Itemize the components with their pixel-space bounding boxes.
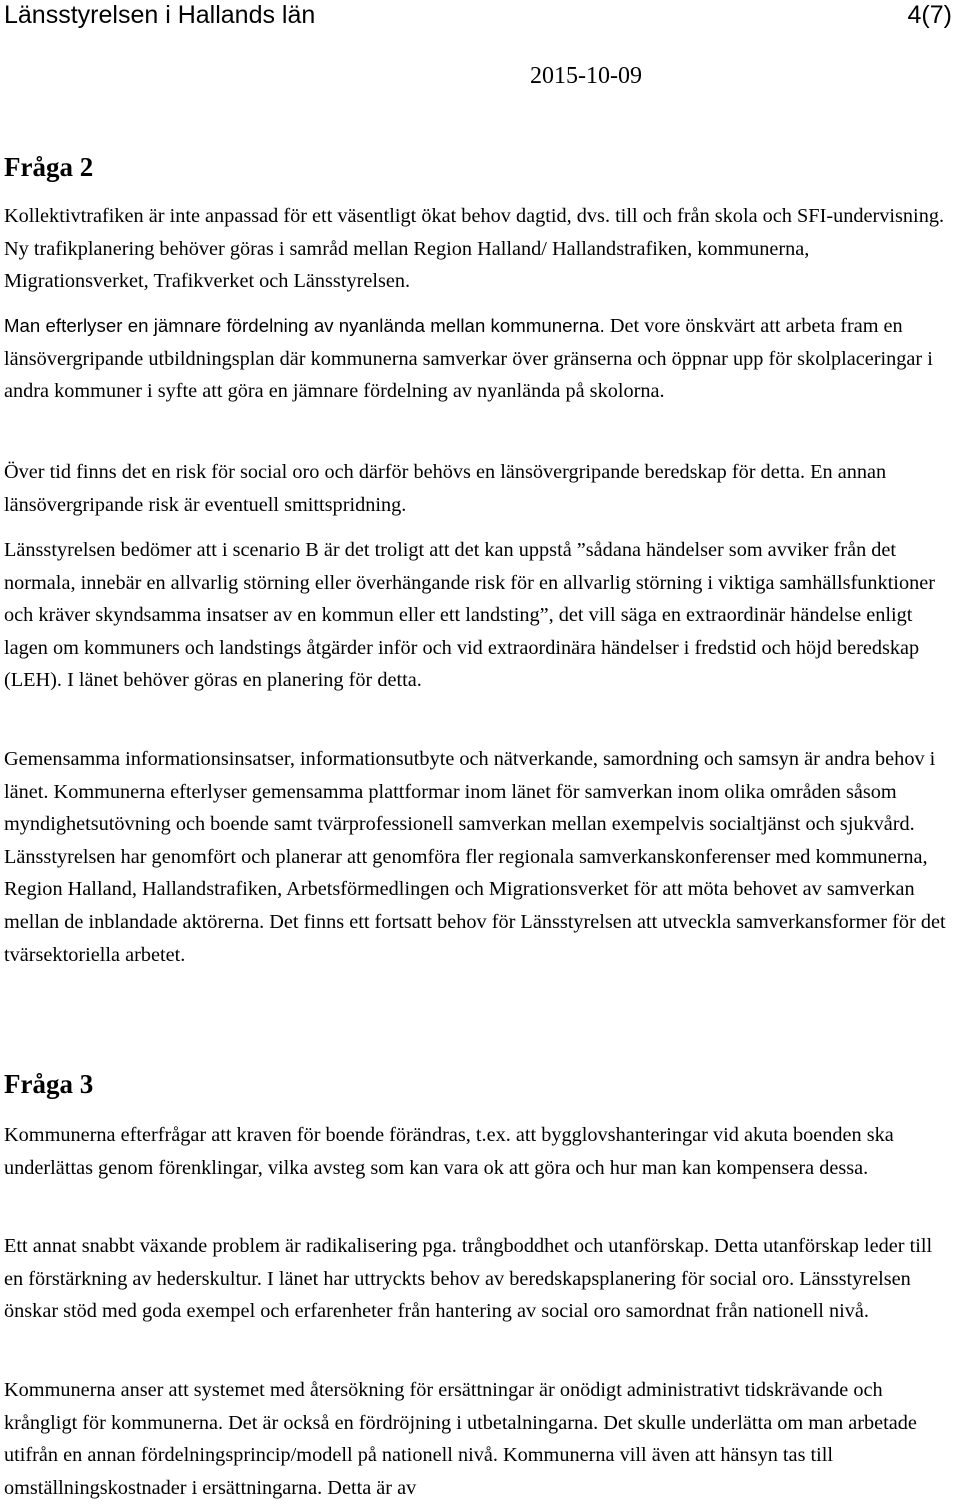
section-fraga-2-paragraph-3 (4, 456, 956, 521)
paragraph-sans-sentence: Man efterlyser en jämnare fördelning av nyanlända mellan kommunerna. (4, 315, 605, 336)
paragraph: Kollektivtrafiken är inte anpassad för ett väsentligt ökat behov dagtid, dvs. till och från skola och SFI-undervisning. Ny trafikplanering behöver göras i samråd mellan Region Halland/ Hallandstrafiken, kommunerna, Migrationsverket, Trafikverket och Länsstyrelsen. (4, 205, 945, 293)
paragraph: Ett annat snabbt växande problem är radikalisering pga. trångboddhet och utanförskap. Detta utanförskap leder till en förstärkning av hederskultur. I länet har uttryckts behov av beredskapsplanering för social oro. Länsstyrelsen önskar stöd med goda exempel och erfarenheter från hantering av social oro samordnat från nationell nivå. (4, 1235, 933, 1323)
header-organization: Länsstyrelsen i Hallands län (4, 1, 316, 29)
section-fraga-2-paragraph-4 (4, 534, 956, 697)
section-fraga-2-paragraph-2 (4, 310, 956, 408)
paragraph: Gemensamma informationsinsatser, informationsutbyte och nätverkande, samordning och samsyn är andra behov i länet. Kommunerna efterlyser gemensamma plattformar inom länet för samverkan inom olika områden såsom myndighetsutövning och boende samt tvärprofessionell samverkan mellan exempelvis socialtjänst och sjukvård. Länsstyrelsen har genomfört och planerar att genomföra fler regionala samverkanskonferenser med kommunerna, Region Halland, Hallandstrafiken, Arbetsförmedlingen och Migrationsverket för att möta behovet av samverkan mellan de inblandade aktörerna. Det finns ett fortsatt behov för Länsstyrelsen att utveckla samverkansformer för det tvärsektoriella arbetet. (4, 748, 946, 966)
header-page-number: 4(7) (907, 1, 952, 29)
page-header (4, 0, 952, 36)
paragraph: Länsstyrelsen bedömer att i scenario B är det troligt att det kan uppstå ”sådana händelser som avviker från det normala, innebär en allvarlig störning eller överhängande risk för en allvarlig störning i viktiga samhällsfunktioner och kräver skyndsamma insatser av en kommun eller ett landsting”, det vill säga en extraordinär händelse enligt lagen om kommuners och landstings åtgärder inför och vid extraordinära händelser i fredstid och höjd beredskap (LEH). I länet behöver göras en planering för detta. (4, 539, 935, 692)
paragraph: Kommunerna anser att systemet med återsökning för ersättningar är onödigt administrativt tidskrävande och krångligt för kommunerna. Det är också en fördröjning i utbetalningarna. Det skulle underlätta om man arbetade utifrån en annan fördelningsprincip/modell på nationell nivå. Kommunerna vill även att hänsyn tas till omställningskostnader i ersättningarna. Detta är av (4, 1379, 917, 1499)
section-fraga-3-paragraph-1 (4, 1119, 956, 1184)
paragraph: Kommunerna efterfrågar att kraven för boende förändras, t.ex. att bygglovshanteringar vid akuta boenden ska underlättas genom förenklingar, vilka avsteg som kan vara ok att göra och hur man kan kompensera dessa. (4, 1124, 894, 1179)
section-heading-fraga-3: Fråga 3 (4, 1069, 94, 1099)
document-date: 2015-10-09 (530, 63, 642, 89)
section-fraga-3-paragraph-2 (4, 1230, 956, 1328)
paragraph (4, 310, 956, 408)
section-fraga-3-paragraph-3 (4, 1374, 956, 1504)
section-fraga-2-paragraph-5 (4, 743, 956, 971)
paragraph-sentence: Det vore önskvärt att arbeta fram en länsövergripande utbildningsplan där kommunerna samverkar över gränserna och öppnar upp för skolplaceringar i andra kommuner i syfte att göra en jämnare fördelning av nyanlända på skolorna. (4, 315, 933, 403)
section-fraga-2-paragraph-1 (4, 200, 956, 298)
paragraph: Över tid finns det en risk för social oro och därför behövs en länsövergripande beredskap för detta. En annan länsövergripande risk är eventuell smittspridning. (4, 461, 887, 516)
section-heading-fraga-2: Fråga 2 (4, 152, 94, 182)
